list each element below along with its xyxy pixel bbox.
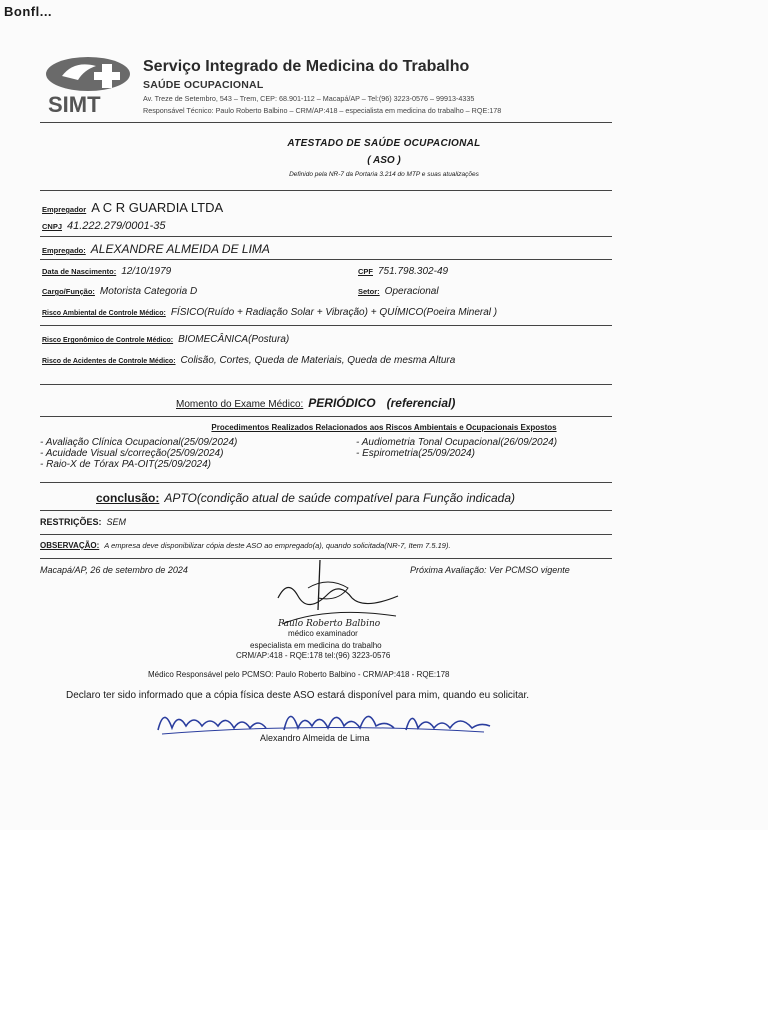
observacao-value: A empresa deve disponibilizar cópia deste ASO ao empregado(a), quando solicitada(NR-7, Item 7.5.19). (104, 541, 451, 550)
top-fragment-text: Bonfl... (4, 4, 53, 19)
procedure-item: - Raio-X de Tórax PA-OIT(25/09/2024) (40, 459, 211, 470)
procedure-item: - Acuidade Visual s/correção(25/09/2024) (40, 448, 224, 459)
doctor-specialty: especialista em medicina do trabalho (250, 641, 382, 650)
proxima-avaliacao: Próxima Avaliação: Ver PCMSO vigente (410, 565, 570, 575)
divider (40, 259, 612, 260)
divider (40, 416, 612, 417)
row-cpf (358, 266, 448, 277)
document-title: ATESTADO DE SAÚDE OCUPACIONAL (287, 138, 481, 149)
risco-ergonomico-value: BIOMECÂNICA(Postura) (178, 334, 290, 345)
org-subtitle: SAÚDE OCUPACIONAL (143, 79, 264, 91)
cargo-label: Cargo/Função: (42, 287, 95, 296)
divider (40, 325, 612, 326)
row-empregador (42, 200, 223, 215)
procedure-item: - Avaliação Clínica Ocupacional(25/09/2024) (40, 437, 238, 448)
row-nascimento (42, 266, 171, 277)
svg-text:SIMT: SIMT (48, 92, 101, 116)
row-risco-ambiental (42, 307, 497, 318)
row-observacao (40, 541, 451, 550)
cnpj-label: CNPJ (42, 222, 63, 231)
procedures-right (356, 437, 557, 459)
nascimento-label: Data de Nascimento: (42, 267, 117, 276)
row-conclusao (96, 491, 515, 505)
org-responsible: Responsável Técnico: Paulo Roberto Balbino – CRM/AP:418 – especialista em medicina do trabalho – RQE:178 (143, 106, 502, 115)
restricoes-value: SEM (106, 517, 127, 527)
org-address: Av. Treze de Setembro, 543 – Trem, CEP: 68.901-112 – Macapá/AP – Tel:(96) 3223-0576 – 99913-4335 (143, 94, 475, 103)
risco-ambiental-value: FÍSICO(Ruído + Radiação Solar + Vibração) + QUÍMICO(Poeira Mineral ) (170, 307, 498, 318)
doctor-signature (268, 558, 408, 632)
risco-acidentes-value: Colisão, Cortes, Queda de Materiais, Queda de mesma Altura (180, 355, 456, 366)
divider (40, 534, 612, 535)
divider (40, 482, 612, 483)
momento-ref: (referencial) (386, 396, 456, 410)
procedure-item: - Audiometria Tonal Ocupacional(26/09/2024) (356, 437, 558, 448)
row-cargo (42, 286, 197, 297)
simt-logo (44, 54, 134, 116)
momento-value: PERIÓDICO (308, 396, 376, 410)
row-cnpj (42, 220, 166, 232)
empregador-value: A C R GUARDIA LTDA (91, 200, 224, 215)
row-empregado (42, 242, 270, 256)
divider (40, 122, 612, 123)
row-restricoes (40, 517, 126, 527)
divider (40, 190, 612, 191)
empregador-label: Empregador (42, 205, 87, 214)
empregado-label: Empregado: (42, 246, 86, 255)
cnpj-value: 41.222.279/0001-35 (67, 220, 166, 232)
row-risco-ergonomico (42, 334, 289, 345)
doctor-signature-text: Paulo Roberto Balbino (278, 619, 381, 629)
cargo-value: Motorista Categoria D (99, 286, 198, 297)
divider (40, 236, 612, 237)
momento-label: Momento do Exame Médico: (176, 399, 304, 410)
procedures-title: Procedimentos Realizados Relacionados aos Riscos Ambientais e Ocupacionais Expostos (211, 423, 557, 432)
local-data: Macapá/AP, 26 de setembro de 2024 (40, 565, 188, 575)
risco-ambiental-label: Risco Ambiental de Controle Médico: (42, 310, 166, 317)
row-momento (176, 396, 455, 410)
document-aso: ( ASO ) (367, 155, 401, 166)
observacao-label: OBSERVAÇÃO: (40, 541, 100, 550)
nascimento-value: 12/10/1979 (121, 266, 172, 277)
employee-name: Alexandro Almeida de Lima (260, 733, 370, 743)
setor-label: Setor: (358, 287, 380, 296)
divider (40, 510, 612, 511)
doctor-role: médico examinador (288, 629, 358, 638)
pcmso-responsible: Médico Responsável pelo PCMSO: Paulo Roberto Balbino - CRM/AP:418 - RQE:178 (148, 670, 450, 679)
org-name: Serviço Integrado de Medicina do Trabalho (143, 58, 470, 75)
risco-ergonomico-label: Risco Ergonômico de Controle Médico: (42, 337, 174, 344)
row-risco-acidentes (42, 355, 455, 366)
risco-acidentes-label: Risco de Acidentes de Controle Médico: (42, 358, 176, 365)
setor-value: Operacional (384, 286, 439, 297)
cpf-label: CPF (358, 267, 373, 276)
conclusao-label: conclusão: (96, 491, 160, 505)
procedure-item: - Espirometria(25/09/2024) (356, 448, 475, 459)
doctor-crm: CRM/AP:418 - RQE:178 tel:(96) 3223-0576 (236, 651, 391, 660)
restricoes-label: RESTRIÇÕES: (40, 517, 102, 527)
cpf-value: 751.798.302-49 (378, 266, 449, 277)
empregado-value: ALEXANDRE ALMEIDA DE LIMA (90, 242, 270, 256)
declaration: Declaro ter sido informado que a cópia física deste ASO estará disponível para mim, quando eu solicitar. (66, 690, 530, 701)
document-definition: Definido pela NR-7 da Portaria 3.214 do MTP e suas atualizações (289, 171, 479, 178)
row-setor (358, 286, 439, 297)
divider (40, 384, 612, 385)
conclusao-value: APTO(condição atual de saúde compatível para Função indicada) (164, 491, 516, 505)
procedures-left (40, 437, 237, 470)
